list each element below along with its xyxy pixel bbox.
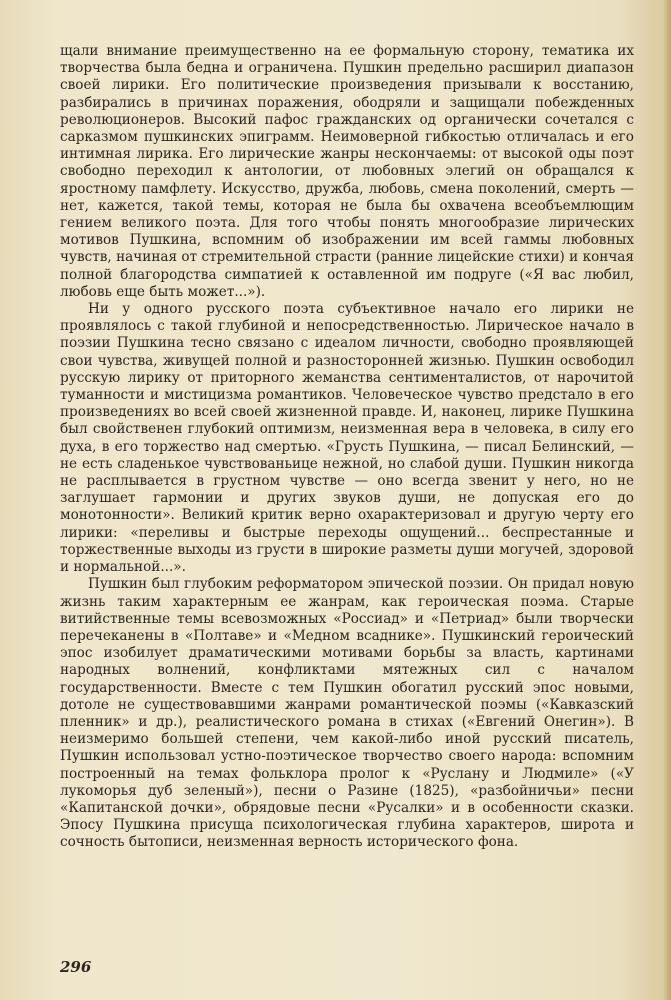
- paragraph-continuation: щали внимание преимущественно на ее формальную сторону, тематика их творчества была бедна и ограничена. Пушкин предельно расширил диапазон своей лирики. Его политические произведения призывали к восстанию, разбирались в причинах поражения, ободряли и защищали побежденных революционеров. Высокий пафос гражданских од органически сочетался с сарказмом пушкинских эпиграмм. Неимоверной гибкостью отличалась и его интимная лирика. Его лирические жанры нескончаемы: от высокой оды поэт свободно переходил к антологии, от любовных элегий он обращался к яростному памфлету. Искусство, дружба, любовь, смена поколений, смерть — нет, кажется, такой темы, которая не была бы охвачена всеобъемлющим гением великого поэта. Для того чтобы понять многообразие лирических мотивов Пушкина, вспомним об изображении им всей гаммы любовных чувств, начиная от стремительной страсти (ранние лицейские стихи) и кончая полной благородства симпатией к оставленной им подруге («Я вас любил, любовь еще быть может...»).: [60, 43, 634, 300]
- body-text: [60, 43, 634, 852]
- page-number: 296: [60, 958, 92, 976]
- paragraph-lyric-subjectivity: Ни у одного русского поэта субъективное начало его лирики не проявлялось с такой глубиной и непосредственностью. Лирическое начало в поэзии Пушкина тесно связано с идеалом личности, свободно проявляющей свои чувства, живущей полной и разносторонней жизнью. Пушкин освободил русскую лирику от приторного жеманства сентименталистов, от нарочитой туманности и мистицизма романтиков. Человеческое чувство предстало в его произведениях во всей своей жизненной правде. И, наконец, лирике Пушкина был свойственен глубокий оптимизм, неизменная вера в человека, в силу его духа, в его торжество над смертью. «Грусть Пушкина, — писал Белинский, — не есть сладенькое чувствованьице нежной, но слабой души. Пушкин никогда не расплывается в грустном чувстве — оно всегда звенит у него, но не заглушает гармонии и других звуков души, не допуская его до монотонности». Великий критик верно охарактеризовал и другую черту его лирики: «переливы и быстрые переходы ощущений... беспрестанные и торжественные выходы из грусти в широкие разметы души могучей, здоровой и нормальной...».: [60, 301, 634, 576]
- page-edge-shadow: [663, 0, 671, 1000]
- paragraph-epic-poetry: Пушкин был глубоким реформатором эпической поэзии. Он придал новую жизнь таким характерным ее жанрам, как героическая поэма. Старые витийственные темы всевозможных «Россиад» и «Петриад» были творчески перечеканены в «Полтаве» и «Медном всаднике». Пушкинский героический эпос изобилует драматическими мотивами борьбы за власть, картинами народных волнений, конфликтами мятежных сил с началом государственности. Вместе с тем Пушкин обогатил русский эпос новыми, дотоле не существовавшими жанрами романтической поэмы («Кавказский пленник» и др.), реалистического романа в стихах («Евгений Онегин»). В неизмеримо большей степени, чем какой-либо иной русский писатель, Пушкин использовал устно-поэтическое творчество своего народа: вспомним построенный на темах фольклора пролог к «Руслану и Людмиле» («У лукоморья дуб зеленый»), песни о Разине (1825), «разбойничьи» песни «Капитанской дочки», обрядовые песни «Русалки» и в особенности сказки. Эпосу Пушкина присуща психологическая глубина характеров, широта и сочность бытописи, неизменная верность исторического фона.: [60, 576, 634, 851]
